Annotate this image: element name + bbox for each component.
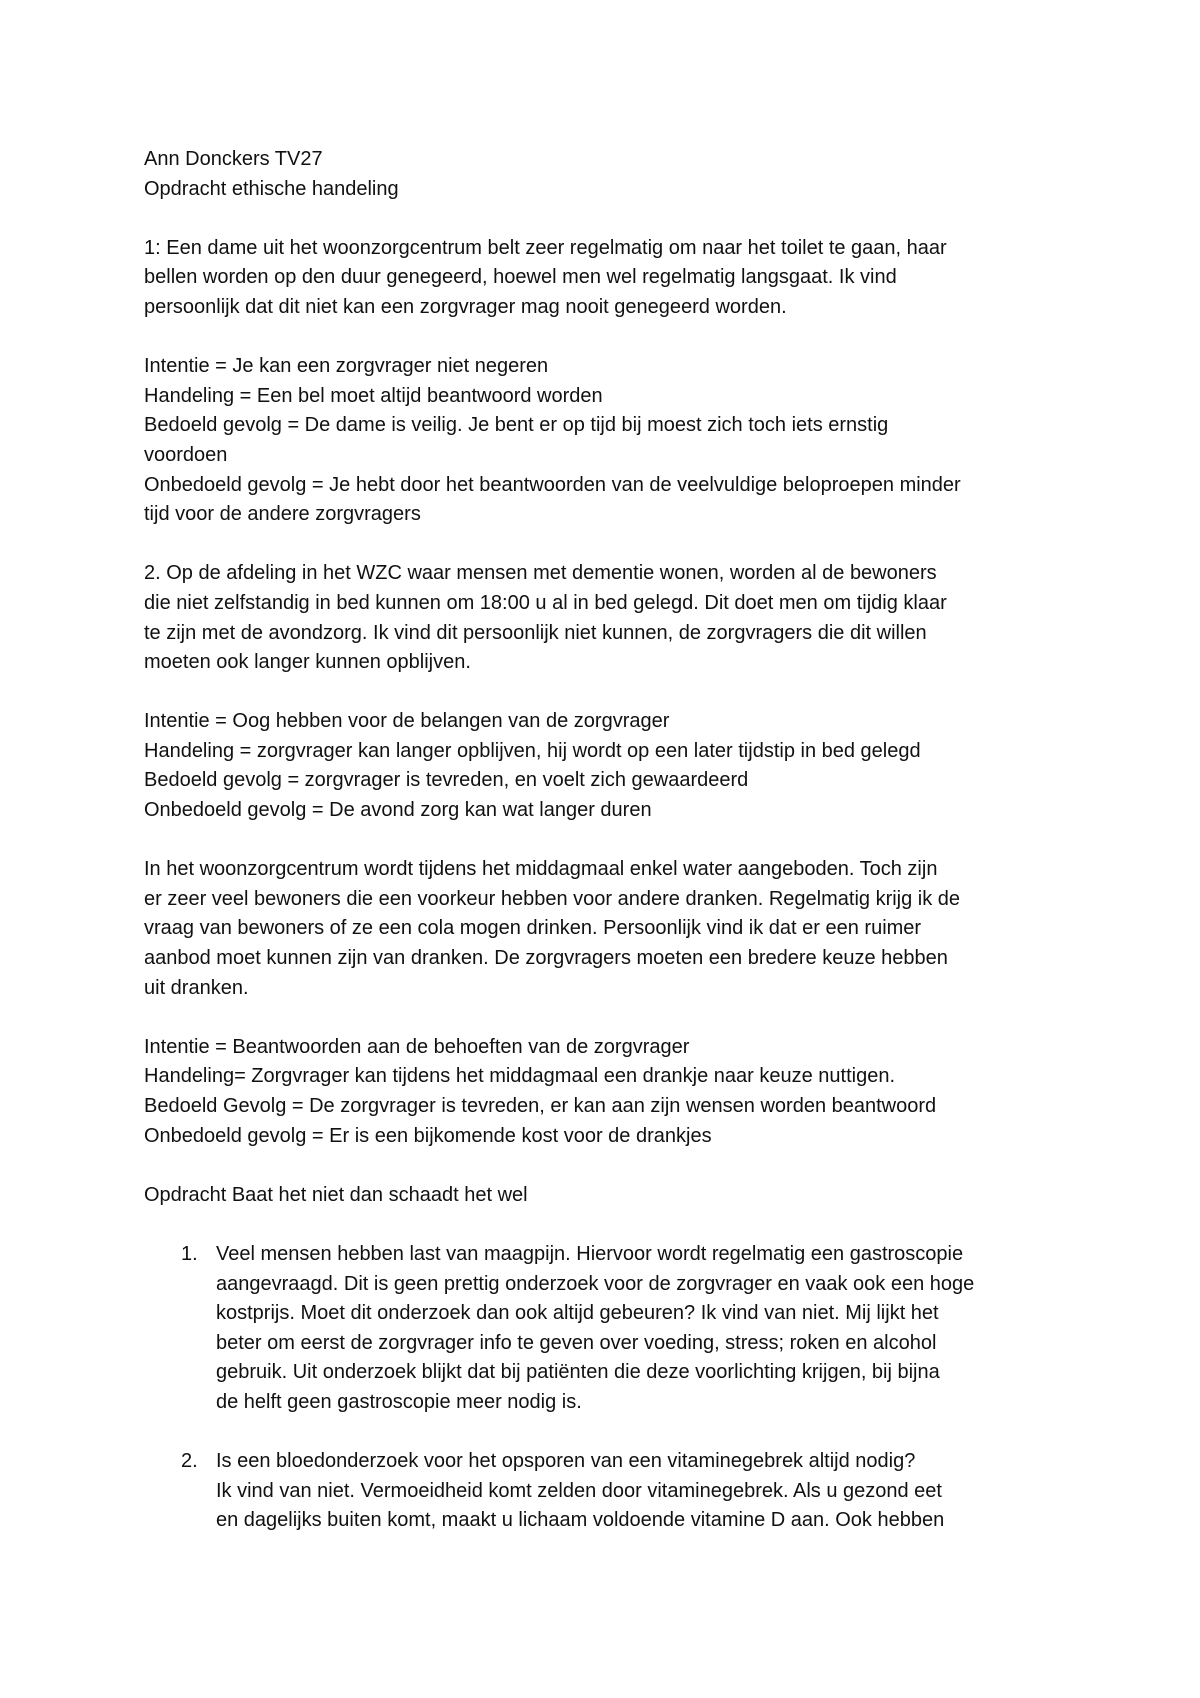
case2-bedoeld: Bedoeld gevolg = zorgvrager is tevreden, en voelt zich gewaardeerd	[144, 769, 749, 792]
document-title: Opdracht ethische handeling	[144, 177, 399, 200]
list-item-line: aangevraagd. Dit is geen prettig onderzoek voor de zorgvrager en vaak ook een hoge	[216, 1272, 975, 1295]
case1-handeling: Handeling = Een bel moet altijd beantwoord worden	[144, 384, 603, 407]
case1-line: persoonlijk dat dit niet kan een zorgvrager mag nooit genegeerd worden.	[144, 295, 787, 318]
case1-line: 1: Een dame uit het woonzorgcentrum belt zeer regelmatig om naar het toilet te gaan, haar	[144, 236, 947, 259]
case3-line: In het woonzorgcentrum wordt tijdens het middagmaal enkel water aangeboden. Toch zijn	[144, 858, 938, 881]
document-body	[144, 145, 1074, 1536]
list-spacer	[144, 1418, 1074, 1448]
case3-handeling: Handeling= Zorgvrager kan tijdens het middagmaal een drankje naar keuze nuttigen.	[144, 1065, 896, 1088]
section2-title: Opdracht Baat het niet dan schaadt het wel	[144, 1183, 528, 1206]
list-item-line: gebruik. Uit onderzoek blijkt dat bij patiënten die deze voorlichting krijgen, bij bijna	[216, 1361, 940, 1384]
list-item	[144, 1240, 1074, 1418]
list-item-line: Ik vind van niet. Vermoeidheid komt zelden door vitaminegebrek. Als u gezond eet	[216, 1479, 942, 1502]
list-item-number: 2.	[181, 1450, 198, 1473]
case1-onbedoeld-line: tijd voor de andere zorgvragers	[144, 503, 421, 526]
case1-bedoeld	[144, 411, 1074, 470]
case3-description	[144, 855, 1074, 1003]
case3-onbedoeld: Onbedoeld gevolg = Er is een bijkomende kost voor de drankjes	[144, 1124, 712, 1147]
list-item	[144, 1447, 1074, 1536]
numbered-list	[144, 1240, 1074, 1536]
list-item-line: Is een bloedonderzoek voor het opsporen van een vitaminegebrek altijd nodig?	[216, 1450, 916, 1473]
list-item-line: de helft geen gastroscopie meer nodig is.	[216, 1390, 582, 1413]
case3-line: uit dranken.	[144, 976, 249, 999]
list-item-line: kostprijs. Moet dit onderzoek dan ook altijd gebeuren? Ik vind van niet. Mij lijkt het	[216, 1302, 939, 1325]
case2-handeling: Handeling = zorgvrager kan langer opblijven, hij wordt op een later tijdstip in bed gelegd	[144, 739, 921, 762]
case1-line: bellen worden op den duur genegeerd, hoewel men wel regelmatig langsgaat. Ik vind	[144, 266, 897, 289]
case3-bedoeld: Bedoeld Gevolg = De zorgvrager is tevreden, er kan aan zijn wensen worden beantwoord	[144, 1095, 937, 1117]
case2-line: 2. Op de afdeling in het WZC waar mensen met dementie wonen, worden al de bewoners	[144, 562, 937, 585]
case3-line: aanbod moet kunnen zijn van dranken. De zorgvragers moeten een bredere keuze hebben	[144, 947, 948, 970]
case1-onbedoeld	[144, 471, 1074, 530]
case2-line: die niet zelfstandig in bed kunnen om 18:00 u al in bed gelegd. Dit doet men om tijdig klaar	[144, 591, 947, 614]
list-item-line: Veel mensen hebben last van maagpijn. Hiervoor wordt regelmatig een gastroscopie	[216, 1242, 964, 1265]
case1-description	[144, 234, 1074, 323]
list-item-line: beter om eerst de zorgvrager info te geven over voeding, stress; roken en alcohol	[216, 1331, 937, 1354]
case1-bedoeld-line: Bedoeld gevolg = De dame is veilig. Je bent er op tijd bij moest zich toch iets ernstig	[144, 414, 889, 437]
author-line: Ann Donckers TV27	[144, 148, 323, 170]
case2-intentie: Intentie = Oog hebben voor de belangen van de zorgvrager	[144, 710, 670, 733]
case1-bedoeld-line: voordoen	[144, 443, 228, 466]
case2-onbedoeld: Onbedoeld gevolg = De avond zorg kan wat langer duren	[144, 799, 652, 822]
case3-line: vraag van bewoners of ze een cola mogen drinken. Persoonlijk vind ik dat er een ruimer	[144, 917, 922, 940]
list-item-number: 1.	[181, 1242, 198, 1265]
case3-line: er zeer veel bewoners die een voorkeur hebben voor andere dranken. Regelmatig krijg ik de	[144, 887, 961, 910]
case3-intentie: Intentie = Beantwoorden aan de behoeften van de zorgvrager	[144, 1035, 690, 1058]
list-item-line: en dagelijks buiten komt, maakt u lichaam voldoende vitamine D aan. Ook hebben	[216, 1509, 945, 1532]
case2-description	[144, 559, 1074, 677]
case1-onbedoeld-line: Onbedoeld gevolg = Je hebt door het beantwoorden van de veelvuldige beloproepen minder	[144, 473, 961, 496]
case1-intentie: Intentie = Je kan een zorgvrager niet negeren	[144, 355, 549, 378]
case2-line: te zijn met de avondzorg. Ik vind dit persoonlijk niet kunnen, de zorgvragers die dit willen	[144, 621, 927, 644]
case2-line: moeten ook langer kunnen opblijven.	[144, 651, 471, 674]
